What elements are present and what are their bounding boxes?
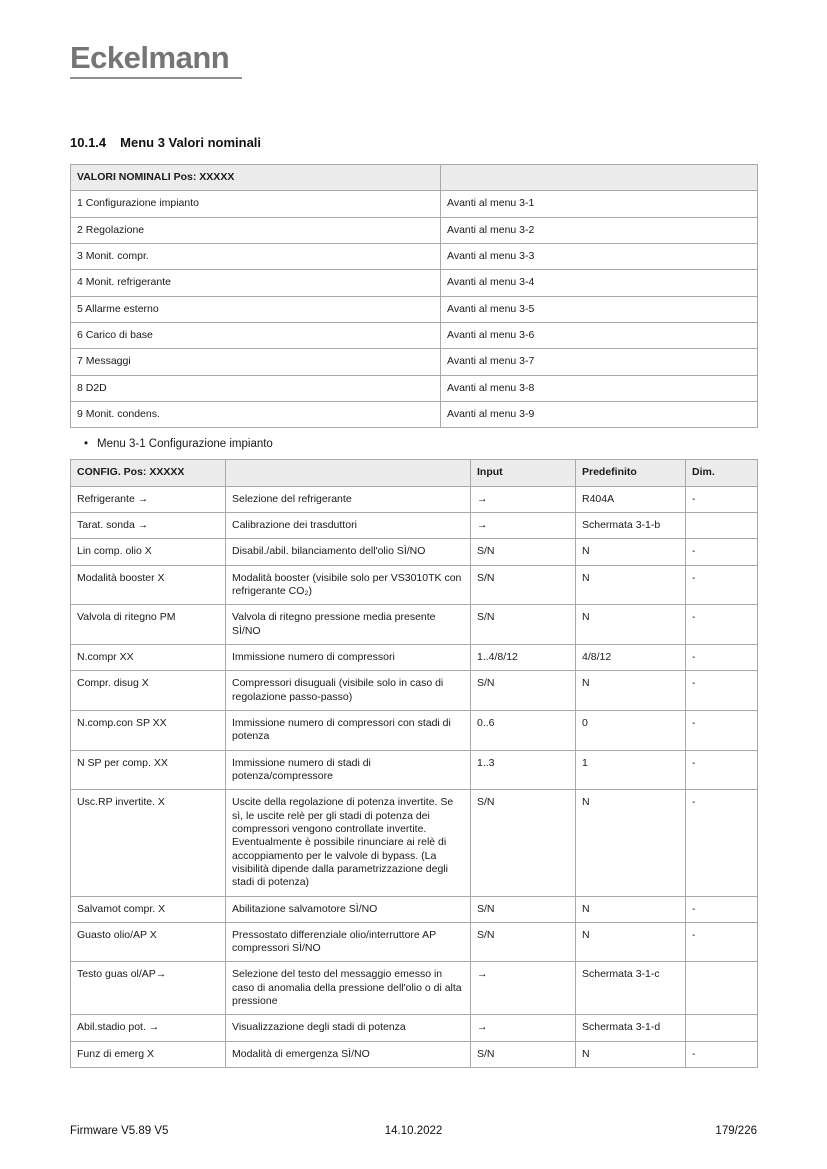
table-row xyxy=(71,539,758,565)
table-cell: → xyxy=(471,1015,576,1041)
table-row xyxy=(71,217,758,243)
table-row xyxy=(71,750,758,790)
table-cell: Calibrazione dei trasduttori xyxy=(226,512,471,538)
table-cell: S/N xyxy=(471,565,576,605)
table-cell: R404A xyxy=(576,486,686,512)
table-cell: N.comp.con SP XX xyxy=(71,710,226,750)
table-row xyxy=(71,296,758,322)
table-row xyxy=(71,962,758,1015)
table-row xyxy=(71,644,758,670)
table-cell: - xyxy=(686,644,758,670)
table-cell: → xyxy=(471,962,576,1015)
table-cell: 6 Carico di base xyxy=(71,322,441,348)
table-cell: Immissione numero di stadi di potenza/compressore xyxy=(226,750,471,790)
table-cell: 5 Allarme esterno xyxy=(71,296,441,322)
table-row xyxy=(71,191,758,217)
page-content xyxy=(70,0,757,1068)
menu-3-1-bullet xyxy=(70,438,757,450)
table-cell: - xyxy=(686,671,758,711)
footer-page-number: 179/226 xyxy=(715,1125,757,1137)
table-cell: 0 xyxy=(576,710,686,750)
table-cell: - xyxy=(686,896,758,922)
table-row xyxy=(71,896,758,922)
table-cell: Abil.stadio pot. → xyxy=(71,1015,226,1041)
table-cell: Uscite della regolazione di potenza invertite. Se sì, le uscite relè per gli stadi di potenza dei compressori vengono controllate invertite. Eventualmente è possibile rinunciare ai relè di accoppiamento per le valvole di bypass. (La visibilità dipende dalla parametrizzazione degli stadi di potenza) xyxy=(226,790,471,896)
table-cell: - xyxy=(686,565,758,605)
table-cell: - xyxy=(686,922,758,962)
table-cell: Immissione numero di compressori xyxy=(226,644,471,670)
table-cell: → xyxy=(471,486,576,512)
table-cell: Refrigerante → xyxy=(71,486,226,512)
table-cell: N xyxy=(576,790,686,896)
table-cell: Compressori disuguali (visibile solo in caso di regolazione passo-passo) xyxy=(226,671,471,711)
table-cell: 8 D2D xyxy=(71,375,441,401)
table-cell: Abilitazione salvamotore SÌ/NO xyxy=(226,896,471,922)
table-cell: Usc.RP invertite. X xyxy=(71,790,226,896)
table-cell: N xyxy=(576,896,686,922)
table-cell: 2 Regolazione xyxy=(71,217,441,243)
table-header-row xyxy=(71,165,758,191)
section-number: 10.1.4 xyxy=(70,135,107,150)
table1-header-cell: VALORI NOMINALI Pos: XXXXX xyxy=(71,165,441,191)
config-header-desc xyxy=(226,460,471,486)
table-cell: - xyxy=(686,539,758,565)
table-cell: S/N xyxy=(471,671,576,711)
table-cell: N.compr XX xyxy=(71,644,226,670)
config-header-dim: Dim. xyxy=(686,460,758,486)
table-cell: 3 Monit. compr. xyxy=(71,243,441,269)
table-row xyxy=(71,243,758,269)
valori-nominali-table xyxy=(70,164,758,428)
table-cell: - xyxy=(686,486,758,512)
table-cell: N xyxy=(576,539,686,565)
table-cell xyxy=(686,512,758,538)
table-cell: Avanti al menu 3-7 xyxy=(441,349,758,375)
table-header-row xyxy=(71,460,758,486)
table-cell: N xyxy=(576,922,686,962)
table-cell: Salvamot compr. X xyxy=(71,896,226,922)
table-row xyxy=(71,922,758,962)
table-cell: Avanti al menu 3-3 xyxy=(441,243,758,269)
bullet-label: Menu 3-1 Configurazione impianto xyxy=(97,438,273,451)
table-row xyxy=(71,375,758,401)
table-cell: - xyxy=(686,750,758,790)
table-cell: S/N xyxy=(471,896,576,922)
eckelmann-logo: Eckelmann xyxy=(70,40,230,75)
table-cell: - xyxy=(686,605,758,645)
table-cell: Selezione del testo del messaggio emesso in caso di anomalia della pressione dell'olio o di alta pressione xyxy=(226,962,471,1015)
table-cell: N xyxy=(576,565,686,605)
table-cell: Modalità booster (visibile solo per VS3010TK con refrigerante CO₂) xyxy=(226,565,471,605)
footer-date: 14.10.2022 xyxy=(384,1125,443,1137)
logo-underline xyxy=(70,77,242,79)
footer-firmware-version: Firmware V5.89 V5 xyxy=(70,1125,169,1137)
table-cell: → xyxy=(471,512,576,538)
table-cell: Modalità di emergenza SÌ/NO xyxy=(226,1041,471,1067)
table-row xyxy=(71,605,758,645)
table-cell: N xyxy=(576,1041,686,1067)
table-cell: Avanti al menu 3-1 xyxy=(441,191,758,217)
table-cell: Testo guas ol/AP→ xyxy=(71,962,226,1015)
section-title: Menu 3 Valori nominali xyxy=(120,135,262,150)
table-cell: 1..4/8/12 xyxy=(471,644,576,670)
table-cell: N xyxy=(576,605,686,645)
table-cell: Avanti al menu 3-4 xyxy=(441,270,758,296)
table-cell: Tarat. sonda → xyxy=(71,512,226,538)
config-header-pos: CONFIG. Pos: XXXXX xyxy=(71,460,226,486)
table-row xyxy=(71,270,758,296)
table-cell: Schermata 3-1-d xyxy=(576,1015,686,1041)
table-cell: Valvola di ritegno PM xyxy=(71,605,226,645)
table-cell: Selezione del refrigerante xyxy=(226,486,471,512)
config-header-predefinito: Predefinito xyxy=(576,460,686,486)
table-cell: N xyxy=(576,671,686,711)
table-cell: 7 Messaggi xyxy=(71,349,441,375)
table-cell xyxy=(686,962,758,1015)
table-cell: Visualizzazione degli stadi di potenza xyxy=(226,1015,471,1041)
table-cell: 1 xyxy=(576,750,686,790)
table-row xyxy=(71,790,758,896)
table-cell: - xyxy=(686,790,758,896)
table-cell: - xyxy=(686,710,758,750)
table-cell: Avanti al menu 3-8 xyxy=(441,375,758,401)
table-cell: 1 Configurazione impianto xyxy=(71,191,441,217)
table-cell: S/N xyxy=(471,922,576,962)
config-table xyxy=(70,459,758,1068)
table-row xyxy=(71,349,758,375)
table-row xyxy=(71,1041,758,1067)
table1-header-cell-empty xyxy=(441,165,758,191)
table-cell: Lin comp. olio X xyxy=(71,539,226,565)
table-cell: Funz di emerg X xyxy=(71,1041,226,1067)
table-cell: Avanti al menu 3-6 xyxy=(441,322,758,348)
table-cell: Avanti al menu 3-5 xyxy=(441,296,758,322)
table-cell: 9 Monit. condens. xyxy=(71,401,441,427)
table-cell: Disabil./abil. bilanciamento dell'olio SÌ/NO xyxy=(226,539,471,565)
table-cell: N SP per comp. XX xyxy=(71,750,226,790)
table-row xyxy=(71,671,758,711)
table-cell: Schermata 3-1-c xyxy=(576,962,686,1015)
table-cell: Compr. disug X xyxy=(71,671,226,711)
table-cell: 4/8/12 xyxy=(576,644,686,670)
config-header-input: Input xyxy=(471,460,576,486)
table-cell: S/N xyxy=(471,539,576,565)
table-row xyxy=(71,565,758,605)
table-row xyxy=(71,322,758,348)
table-cell: S/N xyxy=(471,1041,576,1067)
table-cell: 1..3 xyxy=(471,750,576,790)
table-cell: Avanti al menu 3-2 xyxy=(441,217,758,243)
table-row xyxy=(71,1015,758,1041)
table-cell: Pressostato differenziale olio/interruttore AP compressori SÌ/NO xyxy=(226,922,471,962)
table-cell: Valvola di ritegno pressione media presente SÌ/NO xyxy=(226,605,471,645)
table-row xyxy=(71,401,758,427)
table-row xyxy=(71,710,758,750)
table-cell xyxy=(686,1015,758,1041)
table-cell: Schermata 3-1-b xyxy=(576,512,686,538)
table-cell: Immissione numero di compressori con stadi di potenza xyxy=(226,710,471,750)
table-cell: S/N xyxy=(471,790,576,896)
table-cell: Avanti al menu 3-9 xyxy=(441,401,758,427)
table-cell: 0..6 xyxy=(471,710,576,750)
table-cell: Modalità booster X xyxy=(71,565,226,605)
page-footer xyxy=(70,1125,757,1137)
section-heading xyxy=(70,135,757,150)
table-cell: Guasto olio/AP X xyxy=(71,922,226,962)
table-row xyxy=(71,512,758,538)
table-cell: - xyxy=(686,1041,758,1067)
table-row xyxy=(71,486,758,512)
bullet-icon: • xyxy=(84,438,89,451)
table-cell: 4 Monit. refrigerante xyxy=(71,270,441,296)
table-cell: S/N xyxy=(471,605,576,645)
